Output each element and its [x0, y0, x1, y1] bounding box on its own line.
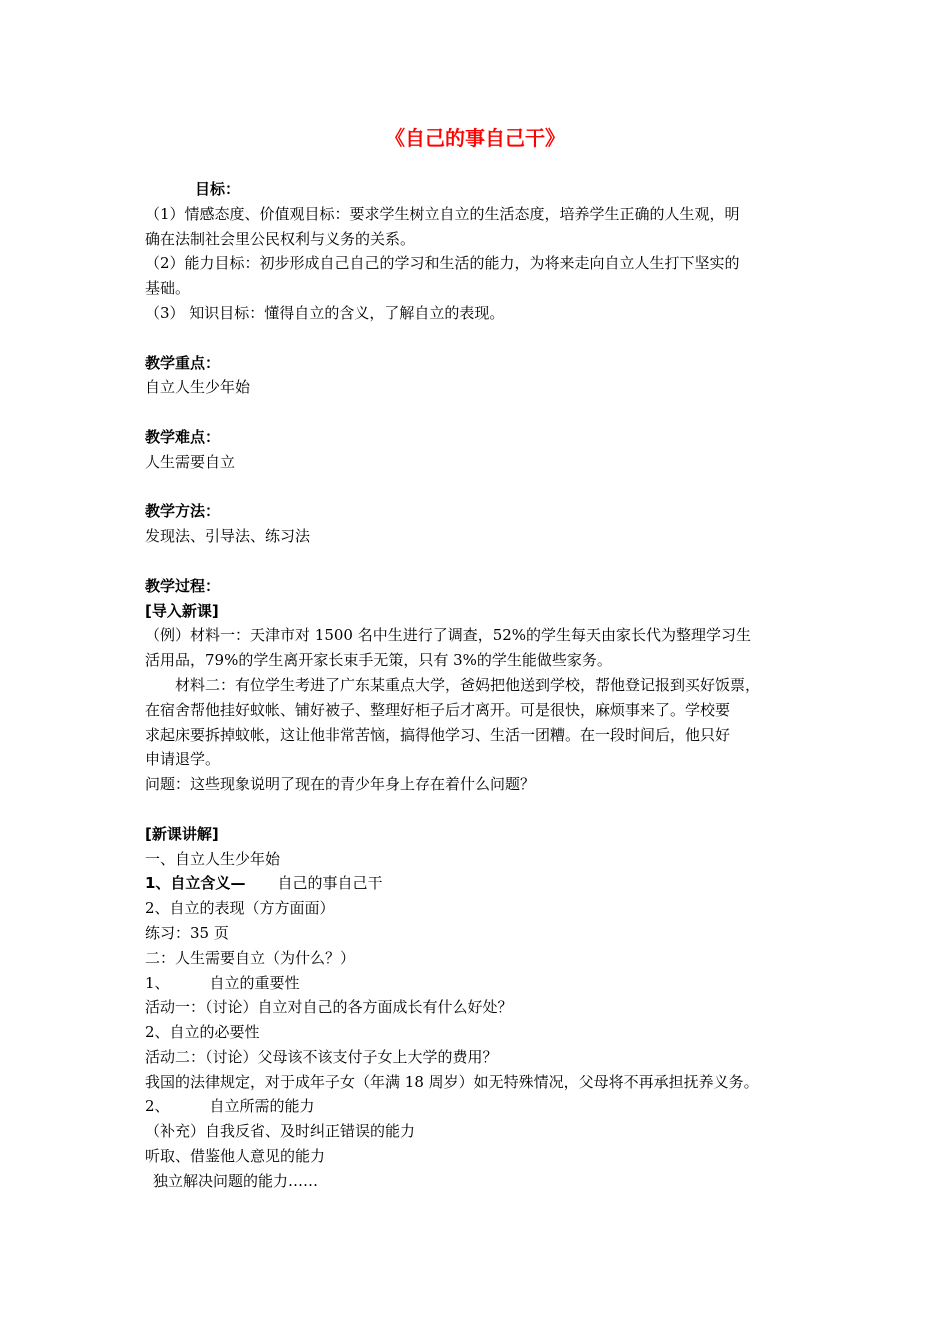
section-2-3-number: 2、: [145, 1097, 170, 1116]
section-2-1-text: 自立的重要性: [209, 973, 300, 992]
activity-1: 活动一：（讨论）自立对自己的各方面成长有什么好处？: [145, 998, 513, 1017]
key-point-text: 自立人生少年始: [145, 378, 251, 397]
question: 问题：这些现象说明了现在的青少年身上存在着什么问题？: [145, 775, 536, 794]
goal-3: （3） 知识目标：懂得自立的含义，了解自立的表现。: [145, 303, 505, 322]
difficulty-text: 人生需要自立: [145, 452, 236, 471]
section-2-3-text: 自立所需的能力: [209, 1097, 315, 1116]
material-1-line-2: 活用品，79%的学生离开家长束手无策，只有 3%的学生能做些家务。: [145, 651, 612, 670]
document-title: 《自己的事自己干》: [385, 126, 565, 150]
section-1-2: 2、自立的表现（方方面面）: [145, 899, 335, 918]
activity-2: 活动二：（讨论）父母该不该支付子女上大学的费用？: [145, 1047, 498, 1066]
section-1-1: [145, 871, 825, 896]
section-2-1: [145, 971, 825, 996]
goals-heading: 目标：: [195, 180, 241, 198]
ability-3: 独立解决问题的能力……: [153, 1171, 319, 1190]
method-heading: 教学方法：: [145, 502, 221, 521]
practice-note: 练习：35 页: [145, 923, 229, 942]
document-body: [145, 177, 825, 1194]
material-2-line-3: 求起床要拆掉蚊帐，这让他非常苦恼，搞得他学习、生活一团糟。在一段时间后，他只好: [145, 725, 731, 744]
method-text: 发现法、引导法、练习法: [145, 527, 311, 546]
material-2-line-4: 申请退学。: [145, 750, 221, 769]
goal-2-line-1: （2）能力目标：初步形成自己自己的学习和生活的能力，为将来走向自立人生打下坚实的: [145, 254, 740, 273]
section-2-title: 二：人生需要自立（为什么？）: [145, 948, 356, 967]
new-lesson-heading: [新课讲解]: [145, 824, 219, 843]
section-2-3: [145, 1094, 825, 1119]
material-2-line-1: 材料二：有位学生考进了广东某重点大学，爸妈把他送到学校，帮他登记报到买好饭票，: [175, 675, 761, 694]
material-2-line-2: 在宿舍帮他挂好蚊帐、铺好被子、整理好柜子后才离开。可是很快，麻烦事来了。学校要: [145, 700, 731, 719]
section-2-1-number: 1、: [145, 973, 170, 992]
ability-2: 听取、借鉴他人意见的能力: [145, 1147, 326, 1166]
key-point-heading: 教学重点：: [145, 353, 221, 372]
intro-heading: [导入新课]: [145, 601, 219, 620]
material-1-line-1: （例）材料一：天津市对 1500 名中生进行了调查，52%的学生每天由家长代为整理学习生: [145, 626, 752, 645]
section-2-2: 2、自立的必要性: [145, 1023, 260, 1042]
ability-1: （补充）自我反省、及时纠正错误的能力: [145, 1122, 416, 1141]
section-1-1-label: 1、自立含义—: [145, 874, 246, 893]
goal-2-line-2: 基础。: [145, 279, 191, 298]
section-1-1-text: 自己的事自己干: [277, 874, 383, 893]
process-heading: 教学过程：: [145, 576, 221, 595]
difficulty-heading: 教学难点：: [145, 427, 221, 446]
goal-1-line-2: 确在法制社会里公民权利与义务的关系。: [145, 229, 416, 248]
goal-1-line-1: （1）情感态度、价值观目标：要求学生树立自立的生活态度，培养学生正确的人生观，明: [145, 204, 740, 223]
section-1-title: 一、自立人生少年始: [145, 849, 281, 868]
law-note: 我国的法律规定，对于成年子女（年满 18 周岁）如无特殊情况，父母将不再承担抚养义务。: [145, 1072, 759, 1091]
